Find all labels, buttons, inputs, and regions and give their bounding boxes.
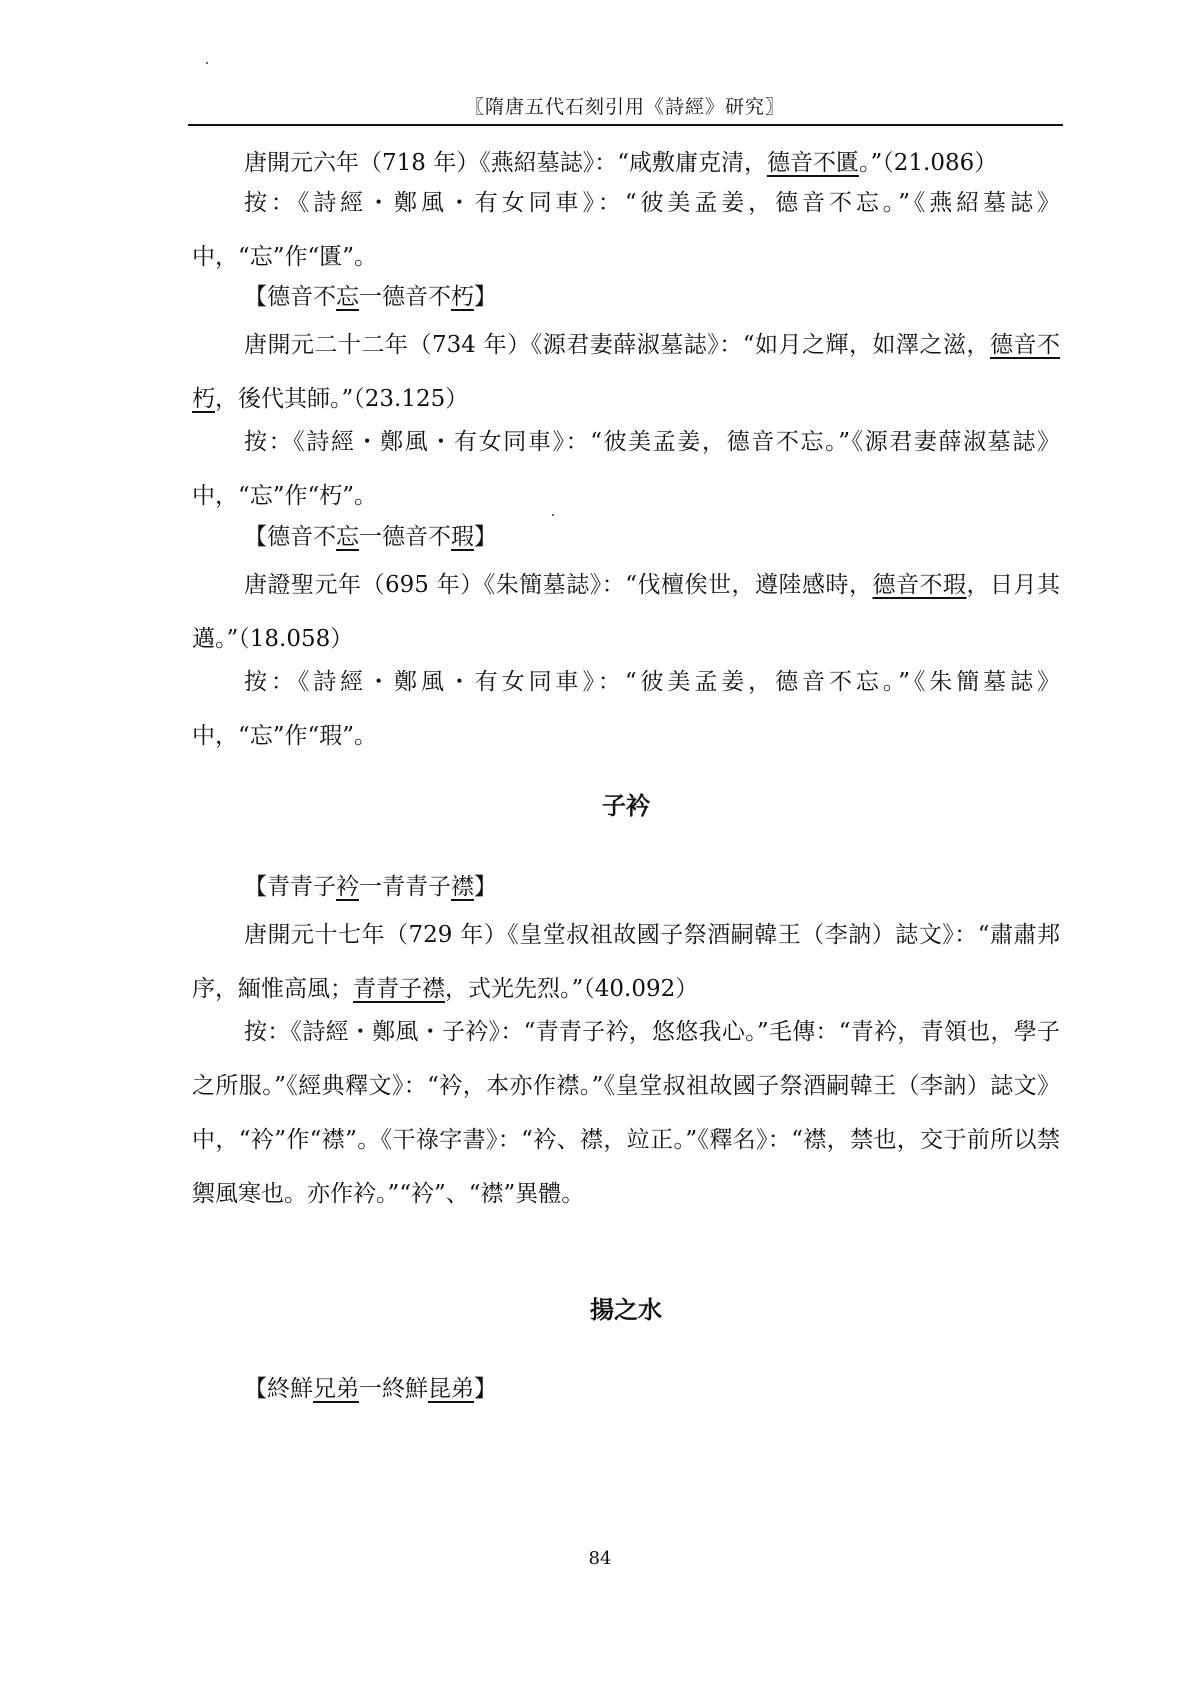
entry-heading-text: 【德音不 — [244, 524, 336, 550]
header-rule — [188, 124, 1063, 126]
quoted-variant: 德音不瑕 — [872, 572, 967, 598]
running-header: 〖隋唐五代石刻引用《詩經》研究〗 — [464, 96, 785, 118]
section-heading: 揚之水 — [590, 1295, 662, 1324]
entry-heading-text: 一德音不 — [359, 524, 451, 550]
citation-text: 唐證聖元年（695 年）《朱簡墓誌》：“伐檀俟世，遵陸感時， — [244, 572, 873, 598]
quoted-variant: 德音不匱 — [766, 150, 859, 176]
citation-paragraph — [192, 318, 1060, 426]
entry-heading-text: 一終鮮 — [359, 1376, 428, 1402]
entry-heading-underlined: 昆弟 — [428, 1376, 474, 1402]
page-number: 84 — [588, 1548, 612, 1569]
citation-text: ，式光先烈。”（40.092） — [445, 976, 699, 1002]
citation-text: ，日月其邁。”（18.058） — [192, 572, 1061, 652]
entry-heading-text: 【德音不 — [244, 284, 336, 310]
citation-text: 唐開元十七年（729 年）《皇堂叔祖故國子祭酒嗣韓王（李訥）誌文》：“肅肅邦序，緬惟高風； — [192, 922, 1060, 1002]
entry-heading — [192, 860, 1060, 914]
quoted-variant: 青青子襟 — [353, 976, 445, 1002]
note-paragraph: 按：《詩經・鄭風・有女同車》：“彼美孟姜，德音不忘。”《朱簡墓誌》中，“忘”作“瑕”。 — [192, 669, 1060, 749]
entry-heading-underlined: 襟 — [451, 874, 474, 900]
entry-heading-underlined: 朽 — [451, 284, 474, 310]
entry-heading-underlined: 忘 — [336, 524, 359, 550]
entry-heading-text: 【青青子 — [244, 874, 336, 900]
entry-heading-underlined: 衿 — [336, 874, 359, 900]
scan-speck — [206, 62, 208, 64]
entry-heading — [192, 510, 1060, 564]
entry-heading-text: 】 — [474, 524, 497, 550]
note-paragraph: 按：《詩經・鄭風・有女同車》：“彼美孟姜，德音不忘。”《源君妻薛淑墓誌》中，“忘”作“朽”。 — [192, 429, 1060, 509]
entry-heading-text: 一青青子 — [359, 874, 451, 900]
entry-heading-text: 【終鮮 — [244, 1376, 313, 1402]
entry-heading — [192, 270, 1060, 324]
entry-heading-underlined: 瑕 — [451, 524, 474, 550]
entry-heading-text: 】 — [474, 284, 497, 310]
citation-text: ，後代其師。”（23.125） — [215, 386, 469, 412]
entry-heading-underlined: 兄弟 — [313, 1376, 359, 1402]
section-heading: 子衿 — [602, 791, 650, 820]
citation-text: 。”（21.086） — [858, 150, 998, 176]
note-paragraph: 按：《詩經・鄭風・有女同車》：“彼美孟姜，德音不忘。”《燕紹墓誌》中，“忘”作“匱”。 — [192, 190, 1060, 270]
citation-text: 唐開元六年（718 年）《燕紹墓誌》：“咸敷庸克清， — [244, 150, 767, 176]
entry-heading-text: 】 — [474, 1376, 497, 1402]
note-paragraph: 按：《詩經・鄭風・子衿》：“青青子衿，悠悠我心。”毛傳：“青衿，青領也，學子之所服。”《經典釋文》：“衿，本亦作襟。”《皇堂叔祖故國子祭酒嗣韓王（李訥）誌文》中，“衿”作“襟”。《干祿字書》：“衿、襟，竝正。”《釋名》：“襟，禁也，交于前所以禁禦風寒也。亦作衿。”“衿”、“襟”異體。 — [192, 1019, 1060, 1207]
entry-heading — [192, 1362, 1060, 1416]
quoted-variant: 德音不朽 — [192, 332, 1060, 412]
entry-heading-underlined: 忘 — [336, 284, 359, 310]
citation-text: 唐開元二十二年（734 年）《源君妻薛淑墓誌》：“如月之輝，如澤之滋， — [244, 332, 990, 358]
entry-heading-text: 一德音不 — [359, 284, 451, 310]
citation-paragraph — [192, 558, 1060, 666]
citation-paragraph — [192, 908, 1060, 1016]
entry-heading-text: 】 — [474, 874, 497, 900]
